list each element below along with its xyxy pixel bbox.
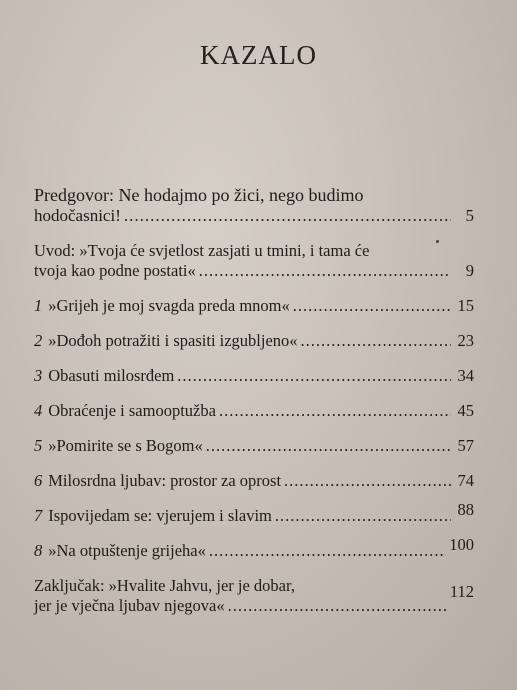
dot-leader bbox=[206, 436, 451, 456]
toc-chapter-number: 3 bbox=[34, 366, 43, 385]
dot-leader bbox=[275, 506, 451, 526]
toc-entry-title: Obasuti milosrđem bbox=[48, 366, 175, 385]
toc-entry-title: Milosrdna ljubav: prostor za oprost bbox=[48, 471, 282, 490]
toc-page-number: 34 bbox=[457, 366, 474, 385]
toc-entry-title: »Pomirite se s Bogom« bbox=[48, 436, 203, 455]
toc-page-number: 112 bbox=[449, 582, 474, 601]
table-of-contents bbox=[34, 184, 474, 631]
toc-chapter-number: 5 bbox=[34, 436, 43, 455]
toc-chapter-number: 8 bbox=[34, 541, 43, 560]
toc-chapter-number: 2 bbox=[34, 331, 43, 350]
toc-page-number: 45 bbox=[457, 401, 474, 420]
toc-page-number: 23 bbox=[457, 331, 474, 350]
toc-entry-title: »Na otpuštenje grijeha« bbox=[48, 541, 206, 560]
toc-entry-title-line1: Predgovor: Ne hodajmo po žici, nego budimo bbox=[34, 185, 364, 205]
toc-entry-chapter-7 bbox=[34, 500, 474, 526]
dot-leader bbox=[219, 401, 451, 421]
toc-entry-chapter-5 bbox=[34, 436, 474, 456]
dot-leader bbox=[284, 471, 451, 491]
toc-page-number: 9 bbox=[465, 261, 474, 280]
toc-entry-chapter-2 bbox=[34, 331, 474, 351]
dot-leader bbox=[124, 206, 451, 226]
toc-entry-title: »Dođoh potražiti i spasiti izgubljeno« bbox=[48, 331, 298, 350]
toc-entry-title-line1: Uvod: »Tvoja će svjetlost zasjati u tmini, i tama će bbox=[34, 241, 370, 260]
toc-page-number: 100 bbox=[449, 535, 474, 554]
toc-entry-chapter-4 bbox=[34, 401, 474, 421]
dot-leader bbox=[228, 596, 447, 616]
toc-entry-title-line2: tvoja kao podne postati« bbox=[34, 261, 196, 280]
dot-leader bbox=[209, 541, 446, 561]
toc-entry-title: Obraćenje i samooptužba bbox=[48, 401, 216, 420]
toc-chapter-number: 6 bbox=[34, 471, 43, 490]
toc-entry-title-line2: hodočasnici! bbox=[34, 206, 121, 225]
toc-entry-title-line1: Zaključak: »Hvalite Jahvu, jer je dobar, bbox=[34, 576, 295, 595]
dot-leader bbox=[199, 261, 451, 281]
toc-page-number: 57 bbox=[457, 436, 474, 455]
toc-entry-predgovor bbox=[34, 184, 474, 226]
toc-entry-chapter-8 bbox=[34, 535, 474, 561]
toc-chapter-number: 4 bbox=[34, 401, 43, 420]
toc-entry-uvod bbox=[34, 241, 474, 281]
toc-entry-title: »Grijeh je moj svagda preda mnom« bbox=[48, 296, 290, 315]
toc-entry-title: Ispovijedam se: vjerujem i slavim bbox=[48, 506, 272, 525]
toc-entry-chapter-6 bbox=[34, 471, 474, 491]
toc-page-number: 88 bbox=[457, 500, 474, 519]
toc-page-number: 5 bbox=[465, 206, 474, 225]
toc-entry-zakljucak bbox=[34, 576, 474, 616]
dot-leader bbox=[293, 296, 451, 316]
toc-entry-chapter-3 bbox=[34, 366, 474, 386]
toc-page-number: 74 bbox=[457, 471, 474, 490]
dot-leader bbox=[301, 331, 451, 351]
toc-entry-chapter-1 bbox=[34, 296, 474, 316]
dot-leader bbox=[177, 366, 451, 386]
page-title: KAZALO bbox=[200, 40, 317, 70]
toc-chapter-number: 1 bbox=[34, 296, 43, 315]
toc-chapter-number: 7 bbox=[34, 506, 43, 525]
toc-entry-title-line2: jer je vječna ljubav njegova« bbox=[34, 596, 225, 615]
toc-page-number: 15 bbox=[457, 296, 474, 315]
